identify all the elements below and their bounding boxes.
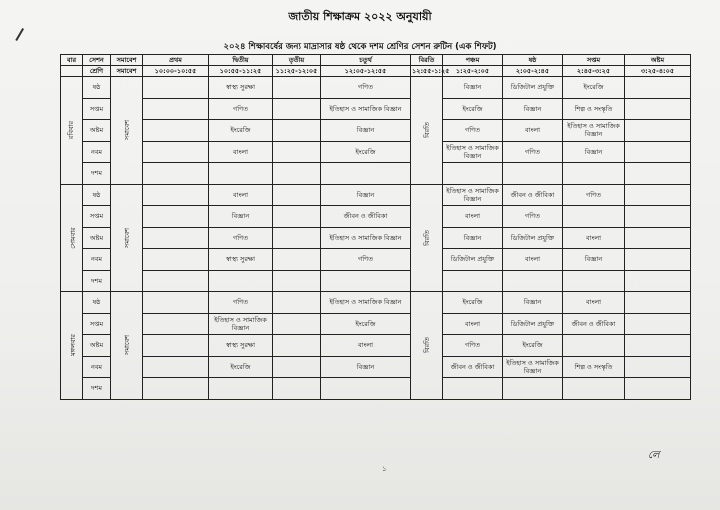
period-cell: ইংরেজি — [443, 98, 503, 120]
time-slot-header: ২:৪৫-৩:২৫ — [563, 66, 625, 77]
period-cell — [321, 163, 411, 185]
column-header: সমাবেশ — [111, 55, 143, 66]
period-cell: বিজ্ঞান — [443, 227, 503, 249]
period-cell — [143, 313, 209, 335]
period-cell — [563, 206, 625, 228]
period-cell: ডিজিটাল প্রযুক্তি — [503, 77, 563, 99]
table-row — [61, 270, 691, 292]
period-cell: ডিজিটাল প্রযুক্তি — [503, 227, 563, 249]
period-cell: বিজ্ঞান — [321, 184, 411, 206]
period-cell — [273, 313, 321, 335]
period-cell — [321, 270, 411, 292]
period-cell: গণিত — [321, 77, 411, 99]
period-cell: ইংরেজি — [503, 335, 563, 357]
time-slot-header: শ্রেণি — [83, 66, 111, 77]
page-number: ১ — [382, 465, 387, 473]
period-cell — [273, 356, 321, 378]
table-row — [61, 120, 691, 142]
assembly-label: সমাবেশ — [122, 335, 131, 356]
column-header: বার — [61, 55, 83, 66]
period-cell: ইতিহাস ও সামাজিক বিজ্ঞান — [503, 356, 563, 378]
routine-table — [60, 54, 691, 400]
period-cell — [143, 356, 209, 378]
period-cell: বাংলা — [321, 335, 411, 357]
period-cell — [143, 292, 209, 314]
period-cell — [273, 77, 321, 99]
class-cell: দশম — [83, 270, 111, 292]
column-header: সেশন — [83, 55, 111, 66]
column-header: সপ্তম — [563, 55, 625, 66]
period-cell — [143, 98, 209, 120]
period-cell: ইংরেজি — [321, 313, 411, 335]
class-cell: নবম — [83, 141, 111, 163]
class-cell: নবম — [83, 249, 111, 271]
period-cell — [143, 120, 209, 142]
period-cell: ইতিহাস ও সামাজিক বিজ্ঞান — [321, 98, 411, 120]
period-cell: ইতিহাস ও সামাজিক বিজ্ঞান — [209, 313, 273, 335]
period-cell — [273, 378, 321, 400]
break-cell — [411, 184, 443, 292]
period-cell — [625, 206, 691, 228]
handwritten-mark: লে — [648, 450, 660, 461]
period-cell — [143, 249, 209, 271]
day-label: রবিবার — [67, 121, 76, 140]
period-cell — [273, 270, 321, 292]
table-row — [61, 313, 691, 335]
period-cell — [443, 378, 503, 400]
period-cell — [273, 249, 321, 271]
period-cell — [625, 270, 691, 292]
period-cell: ইংরেজি — [209, 120, 273, 142]
day-cell — [61, 292, 83, 400]
class-cell: দশম — [83, 163, 111, 185]
time-slot-header: ২:০৫-২:৪৫ — [503, 66, 563, 77]
break-label: বিরতি — [422, 122, 431, 139]
column-header: পঞ্চম — [443, 55, 503, 66]
column-header: প্রথম — [143, 55, 209, 66]
period-cell: গণিত — [503, 206, 563, 228]
period-cell: বাংলা — [443, 206, 503, 228]
period-cell — [273, 120, 321, 142]
period-cell: ডিজিটাল প্রযুক্তি — [443, 249, 503, 271]
period-cell — [625, 184, 691, 206]
period-cell — [625, 120, 691, 142]
period-cell — [625, 292, 691, 314]
period-cell — [143, 141, 209, 163]
period-cell — [143, 184, 209, 206]
period-cell: গণিত — [209, 98, 273, 120]
table-row — [61, 227, 691, 249]
period-cell — [273, 227, 321, 249]
column-header: অষ্টম — [625, 55, 691, 66]
period-cell: জীবন ও জীবিকা — [503, 184, 563, 206]
class-cell: অষ্টম — [83, 227, 111, 249]
day-label: সোমবার — [68, 226, 77, 249]
class-cell: অষ্টম — [83, 120, 111, 142]
period-cell — [209, 270, 273, 292]
period-cell: ইংরেজি — [321, 141, 411, 163]
time-slot-header: ১২:৫৫-১:২৫ — [412, 67, 450, 75]
day-cell — [61, 184, 83, 292]
period-cell — [443, 163, 503, 185]
period-cell: বাংলা — [563, 227, 625, 249]
period-cell — [273, 292, 321, 314]
period-cell: বিজ্ঞান — [321, 120, 411, 142]
period-cell — [503, 270, 563, 292]
period-cell: ডিজিটাল প্রযুক্তি — [503, 313, 563, 335]
period-cell — [143, 270, 209, 292]
period-cell — [625, 98, 691, 120]
period-cell: গণিত — [563, 184, 625, 206]
period-cell: জীবন ও জীবিকা — [321, 206, 411, 228]
period-cell — [143, 335, 209, 357]
period-cell — [273, 184, 321, 206]
period-cell — [143, 378, 209, 400]
period-cell: বিজ্ঞান — [563, 249, 625, 271]
table-row — [61, 356, 691, 378]
break-cell — [411, 292, 443, 400]
class-cell: সপ্তম — [83, 206, 111, 228]
period-cell: বাংলা — [209, 141, 273, 163]
period-cell — [273, 206, 321, 228]
period-cell — [503, 378, 563, 400]
column-header: চতুর্থ — [321, 55, 411, 66]
column-header: বিরতি — [411, 55, 443, 66]
period-cell — [273, 98, 321, 120]
period-cell: বিজ্ঞান — [503, 98, 563, 120]
time-slot-header: ১০:০০-১০:৫৫ — [143, 66, 209, 77]
time-slot-header: ১০:৫৫-১১:২৫ — [209, 66, 273, 77]
period-cell — [625, 356, 691, 378]
period-cell — [273, 141, 321, 163]
day-cell — [61, 77, 83, 185]
break-label: বিরতি — [422, 229, 431, 246]
period-cell: বিজ্ঞান — [503, 292, 563, 314]
period-cell: গণিত — [443, 120, 503, 142]
assembly-cell — [111, 292, 143, 400]
class-cell: অষ্টম — [83, 335, 111, 357]
period-cell — [625, 141, 691, 163]
period-cell: স্বাস্থ্য সুরক্ষা — [209, 335, 273, 357]
document-title: জাতীয় শিক্ষাক্রম ২০২২ অনুযায়ী — [288, 10, 432, 23]
period-cell: বাংলা — [503, 249, 563, 271]
column-header: তৃতীয় — [273, 55, 321, 66]
period-cell: বাংলা — [209, 184, 273, 206]
table-row — [61, 378, 691, 400]
period-cell: জীবন ও জীবিকা — [443, 356, 503, 378]
period-cell: বাংলা — [563, 292, 625, 314]
period-cell — [625, 335, 691, 357]
period-cell — [625, 77, 691, 99]
period-cell: স্বাস্থ্য সুরক্ষা — [209, 249, 273, 271]
table-row — [61, 206, 691, 228]
period-cell: বাংলা — [503, 120, 563, 142]
period-cell: ইংরেজি — [209, 356, 273, 378]
period-cell: বিজ্ঞান — [209, 206, 273, 228]
period-cell — [143, 227, 209, 249]
column-header-blank — [61, 66, 83, 77]
period-cell: জীবন ও জীবিকা — [563, 313, 625, 335]
period-cell — [143, 163, 209, 185]
period-cell — [563, 378, 625, 400]
period-cell — [503, 163, 563, 185]
assembly-label: সমাবেশ — [122, 227, 131, 248]
period-cell: বিজ্ঞান — [443, 77, 503, 99]
period-cell — [209, 378, 273, 400]
period-cell — [625, 249, 691, 271]
column-header: দ্বিতীয় — [209, 55, 273, 66]
period-cell — [625, 378, 691, 400]
assembly-label: সমাবেশ — [122, 120, 131, 141]
period-cell: ইংরেজি — [563, 77, 625, 99]
period-cell: গণিত — [321, 249, 411, 271]
table-row — [61, 98, 691, 120]
period-cell — [625, 227, 691, 249]
period-cell: শিল্প ও সংস্কৃতি — [563, 98, 625, 120]
time-slot-header: ১২:০৫-১২:৫৫ — [321, 66, 411, 77]
period-cell: বিজ্ঞান — [563, 141, 625, 163]
class-cell: সপ্তম — [83, 98, 111, 120]
period-cell — [443, 270, 503, 292]
period-cell: শিল্প ও সংস্কৃতি — [563, 356, 625, 378]
class-cell: ষষ্ঠ — [83, 184, 111, 206]
period-cell: বিজ্ঞান — [321, 356, 411, 378]
table-row — [61, 184, 691, 206]
period-cell: গণিত — [209, 292, 273, 314]
class-cell: নবম — [83, 356, 111, 378]
period-cell: ইতিহাস ও সামাজিক বিজ্ঞান — [321, 227, 411, 249]
period-cell — [625, 313, 691, 335]
time-slot-header: ১১:২৫-১২:০৫ — [273, 66, 321, 77]
time-slot-header: সমাবেশ — [111, 66, 143, 77]
period-cell: ইতিহাস ও সামাজিক বিজ্ঞান — [443, 184, 503, 206]
period-cell — [273, 163, 321, 185]
period-cell — [563, 270, 625, 292]
period-cell: গণিত — [443, 335, 503, 357]
assembly-cell — [111, 184, 143, 292]
period-cell — [143, 77, 209, 99]
period-cell: ইতিহাস ও সামাজিক বিজ্ঞান — [321, 292, 411, 314]
time-slot-header: ৩:২৫-৪:০৫ — [625, 66, 691, 77]
time-slot-header: ১:২৫-২:০৫ — [443, 66, 503, 77]
period-cell: গণিত — [209, 227, 273, 249]
period-cell — [563, 163, 625, 185]
period-cell — [321, 378, 411, 400]
period-cell: ইতিহাস ও সামাজিক বিজ্ঞান — [563, 120, 625, 142]
period-cell — [563, 335, 625, 357]
break-label: বিরতি — [422, 337, 431, 354]
document-subtitle: ২০২৪ শিক্ষাবর্ষের জন্য মাদ্রাসার ষষ্ঠ থেকে দশম শ্রেণির সেশন রুটিন (এক শিফট) — [223, 42, 497, 52]
period-cell: ইংরেজি — [443, 292, 503, 314]
column-header: ষষ্ঠ — [503, 55, 563, 66]
table-row — [61, 335, 691, 357]
period-cell — [625, 163, 691, 185]
period-cell — [273, 335, 321, 357]
period-cell: ইতিহাস ও সামাজিক বিজ্ঞান — [443, 141, 503, 163]
header-row-2 — [61, 66, 691, 77]
class-cell: সপ্তম — [83, 313, 111, 335]
period-cell: গণিত — [503, 141, 563, 163]
class-cell: দশম — [83, 378, 111, 400]
class-cell: ষষ্ঠ — [83, 77, 111, 99]
period-cell: বাংলা — [443, 313, 503, 335]
table-row — [61, 77, 691, 99]
period-cell: স্বাস্থ্য সুরক্ষা — [209, 77, 273, 99]
assembly-cell — [111, 77, 143, 185]
day-label: মঙ্গলবার — [68, 334, 77, 357]
table-row — [61, 292, 691, 314]
break-cell — [411, 77, 443, 185]
period-cell — [143, 206, 209, 228]
table-row — [61, 141, 691, 163]
header-row-1 — [61, 55, 691, 66]
class-cell: ষষ্ঠ — [83, 292, 111, 314]
table-row — [61, 249, 691, 271]
period-cell — [209, 163, 273, 185]
table-row — [61, 163, 691, 185]
